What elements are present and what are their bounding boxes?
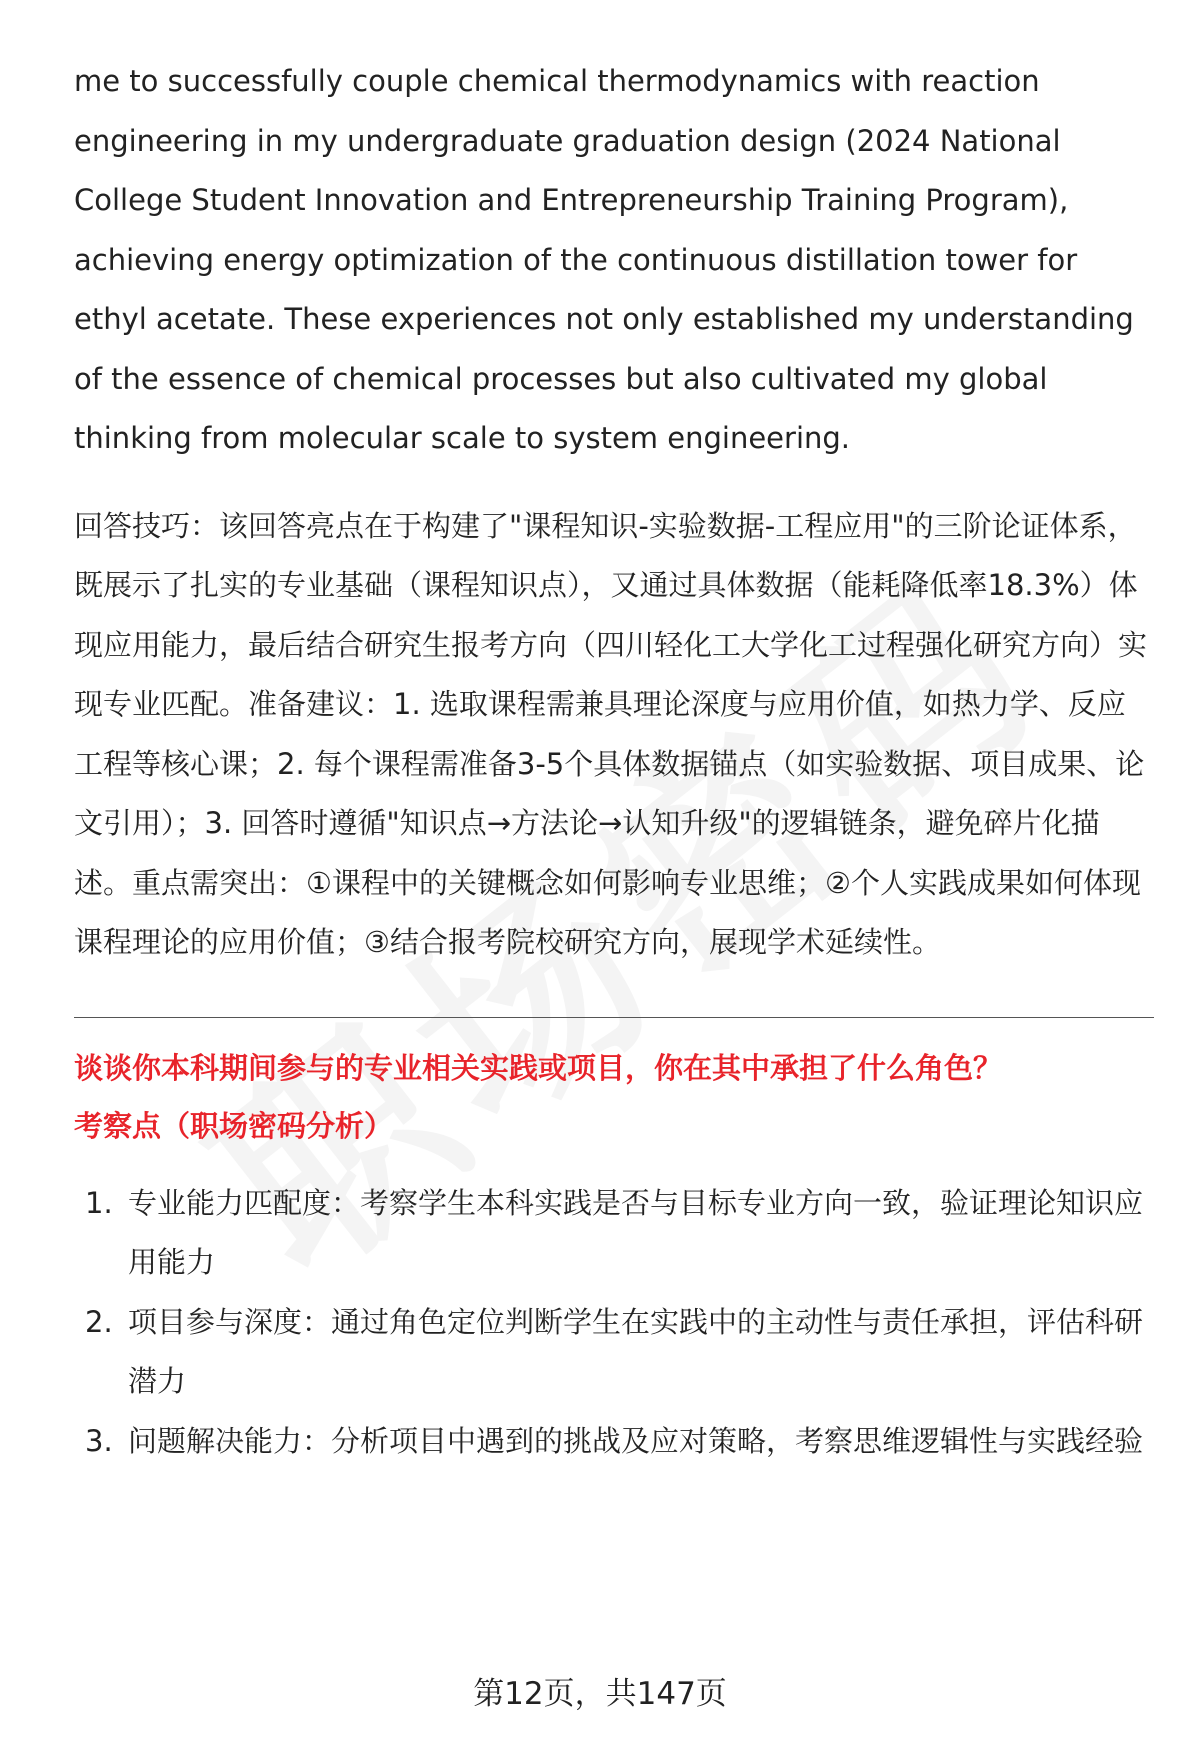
interview-question: 谈谈你本科期间参与的专业相关实践或项目，你在其中承担了什么角色？ bbox=[74, 1050, 1003, 1085]
assessment-point bbox=[74, 1412, 1154, 1472]
point-text: 项目参与深度：通过角色定位判断学生在实践中的主动性与责任承担，评估科研潜力 bbox=[128, 1304, 1144, 1398]
assessment-heading: 考察点（职场密码分析） bbox=[74, 1108, 394, 1143]
point-number: 1. bbox=[85, 1185, 113, 1220]
assessment-point-list bbox=[74, 1174, 1154, 1472]
point-text: 专业能力匹配度：考察学生本科实践是否与目标专业方向一致，验证理论知识应用能力 bbox=[128, 1185, 1144, 1279]
point-text: 问题解决能力：分析项目中遇到的挑战及应对策略，考察思维逻辑性与实践经验 bbox=[128, 1423, 1144, 1458]
page-content bbox=[74, 52, 1154, 1471]
english-paragraph: me to successfully couple chemical thermodynamics with reaction engineering in my undergraduate graduation design (2024 National College Student Innovation and Entrepreneurship Training Program), achieving energy optimization of the continuous distillation tower for ethyl acetate. These experiences not only established my understanding of the essence of chemical processes but also cultivated my global thinking from molecular scale to system engineering. bbox=[74, 64, 1134, 455]
section-divider bbox=[74, 1017, 1154, 1018]
page-footer: 第12页，共147页 bbox=[473, 1676, 727, 1712]
assessment-point bbox=[74, 1174, 1154, 1293]
point-number: 2. bbox=[85, 1304, 113, 1339]
answer-tip-paragraph: 回答技巧：该回答亮点在于构建了"课程知识-实验数据-工程应用"的三阶论证体系，既展示了扎实的专业基础（课程知识点），又通过具体数据（能耗降低率18.3%）体现应用能力，最后结合研究生报考方向（四川轻化工大学化工过程强化研究方向）实现专业匹配。准备建议：1. 选取课程需兼具理论深度与应用价值，如热力学、反应工程等核心课；2. 每个课程需准备3-5个具体数据锚点（如实验数据、项目成果、论文引用）；3. 回答时遵循"知识点→方法论→认知升级"的逻辑链条，避免碎片化描述。重点需突出：①课程中的关键概念如何影响专业思维；②个人实践成果如何体现课程理论的应用价值；③结合报考院校研究方向，展现学术延续性。 bbox=[74, 508, 1148, 959]
assessment-point bbox=[74, 1293, 1154, 1412]
point-number: 3. bbox=[85, 1423, 113, 1458]
